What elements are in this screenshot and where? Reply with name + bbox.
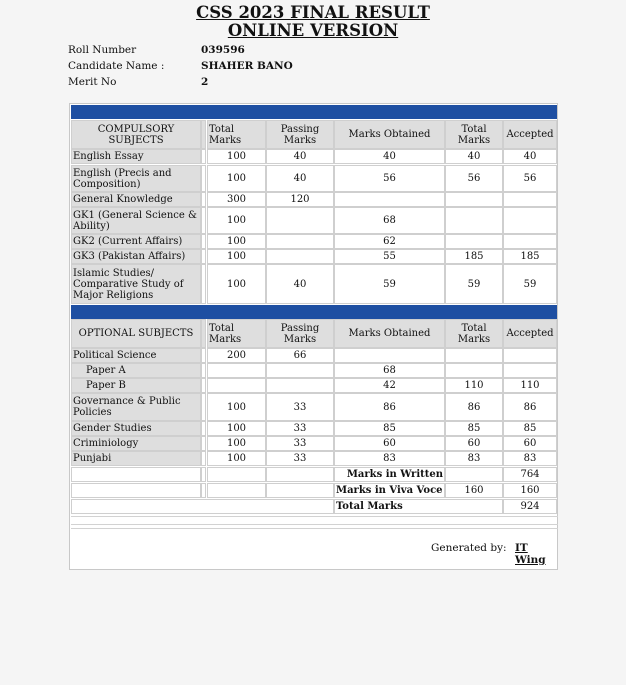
optional-row-5-gap (201, 436, 206, 451)
optional-row-6-gap (201, 451, 206, 466)
marks-in-viva-value: 160 (503, 483, 557, 498)
optional-row-6-total: 100 (207, 451, 266, 466)
compulsory-row-0-passing: 40 (266, 149, 334, 164)
compulsory-row-2-total: 300 (207, 192, 266, 207)
compulsory-row-2-accepted (503, 192, 557, 207)
compulsory-row-0-subject: English Essay (71, 149, 201, 164)
candidate-name-value: SHAHER BANO (201, 60, 293, 72)
compulsory-row-3-accepted (503, 207, 557, 234)
title-line-2: ONLINE VERSION (227, 21, 399, 40)
summary-blank-subject-2 (71, 483, 201, 498)
compulsory-row-4-accepted (503, 234, 557, 249)
compulsory-row-4-obtained: 62 (334, 234, 445, 249)
compulsory-row-6-subject: Islamic Studies/ Comparative Study of Major Religions (71, 264, 201, 304)
divider (71, 524, 558, 525)
optional-row-4-obtained: 85 (334, 421, 445, 436)
optional-row-1-obtained: 68 (334, 363, 445, 378)
optional-row-0-gap (201, 348, 206, 363)
compulsory-row-0-totalm: 40 (445, 149, 503, 164)
marks-in-viva-total: 160 (445, 483, 503, 498)
compulsory-row-5-total: 100 (207, 249, 266, 264)
summary-blank-gap (201, 467, 206, 482)
summary-blank-passing (266, 467, 334, 482)
compulsory-row-4-gap (201, 234, 206, 249)
compulsory-header-subject: COMPULSORY SUBJECTS (71, 120, 201, 149)
optional-row-3-subject: Governance & Public Policies (71, 393, 201, 421)
optional-row-2-obtained: 42 (334, 378, 445, 393)
marks-in-viva-label: Marks in Viva Voce (334, 483, 445, 498)
optional-row-0-total: 200 (207, 348, 266, 363)
compulsory-section-bar (71, 105, 557, 119)
compulsory-header-accepted: Accepted (503, 120, 557, 149)
marks-in-written-value: 764 (503, 467, 557, 482)
optional-row-6-obtained: 83 (334, 451, 445, 466)
compulsory-row-5-gap (201, 249, 206, 264)
compulsory-row-2-passing: 120 (266, 192, 334, 207)
optional-row-0-accepted (503, 348, 557, 363)
optional-row-6-totalm: 83 (445, 451, 503, 466)
compulsory-header-obtained: Marks Obtained (334, 120, 445, 149)
optional-row-1-total (207, 363, 266, 378)
compulsory-row-3-gap (201, 207, 206, 234)
compulsory-row-0-obtained: 40 (334, 149, 445, 164)
generated-by-label: Generated by: (431, 542, 507, 554)
compulsory-row-0-gap (201, 149, 206, 164)
candidate-info (68, 42, 293, 90)
optional-row-2-totalm: 110 (445, 378, 503, 393)
compulsory-row-3-passing (266, 207, 334, 234)
optional-section-bar (71, 305, 557, 319)
compulsory-row-5-obtained: 55 (334, 249, 445, 264)
optional-row-5-passing: 33 (266, 436, 334, 451)
summary-blank-gap-2 (201, 483, 206, 498)
compulsory-row-4-subject: GK2 (Current Affairs) (71, 234, 201, 249)
roll-number-label: Roll Number (68, 44, 137, 56)
compulsory-row-6-passing: 40 (266, 264, 334, 304)
compulsory-row-2-obtained (334, 192, 445, 207)
compulsory-row-1-passing: 40 (266, 165, 334, 192)
title-line-1: CSS 2023 FINAL RESULT (196, 3, 430, 22)
compulsory-row-4-passing (266, 234, 334, 249)
optional-header-accepted: Accepted (503, 319, 557, 348)
compulsory-header-gap (201, 120, 206, 149)
optional-row-3-totalm: 86 (445, 393, 503, 421)
optional-row-2-subject: Paper B (71, 378, 201, 393)
optional-row-5-total: 100 (207, 436, 266, 451)
optional-row-0-subject: Political Science (71, 348, 201, 363)
optional-row-3-gap (201, 393, 206, 421)
compulsory-row-4-totalm (445, 234, 503, 249)
compulsory-row-6-obtained: 59 (334, 264, 445, 304)
optional-row-2-accepted: 110 (503, 378, 557, 393)
compulsory-row-5-totalm: 185 (445, 249, 503, 264)
compulsory-row-5-passing (266, 249, 334, 264)
roll-number-value: 039596 (201, 44, 245, 56)
optional-row-6-subject: Punjabi (71, 451, 201, 466)
compulsory-row-3-obtained: 68 (334, 207, 445, 234)
compulsory-row-1-totalm: 56 (445, 165, 503, 192)
compulsory-row-3-totalm (445, 207, 503, 234)
optional-header-subject: OPTIONAL SUBJECTS (71, 319, 201, 348)
optional-header-gap (201, 319, 206, 348)
result-table (69, 103, 558, 570)
compulsory-row-0-accepted: 40 (503, 149, 557, 164)
summary-blank-passing-2 (266, 483, 334, 498)
optional-row-5-accepted: 60 (503, 436, 557, 451)
optional-row-4-passing: 33 (266, 421, 334, 436)
compulsory-header-passing: Passing Marks (266, 120, 334, 149)
candidate-name-row (68, 58, 293, 74)
compulsory-row-6-accepted: 59 (503, 264, 557, 304)
summary-blank-total (207, 467, 266, 482)
optional-row-6-accepted: 83 (503, 451, 557, 466)
optional-row-0-totalm (445, 348, 503, 363)
compulsory-row-2-subject: General Knowledge (71, 192, 201, 207)
optional-row-5-obtained: 60 (334, 436, 445, 451)
compulsory-row-5-subject: GK3 (Pakistan Affairs) (71, 249, 201, 264)
compulsory-row-1-subject: English (Precis and Composition) (71, 165, 201, 192)
optional-row-3-obtained: 86 (334, 393, 445, 421)
summary-blank-subject (71, 467, 201, 482)
summary-blank-total-2 (207, 483, 266, 498)
compulsory-row-6-gap (201, 264, 206, 304)
compulsory-row-4-total: 100 (207, 234, 266, 249)
optional-row-5-totalm: 60 (445, 436, 503, 451)
optional-row-0-obtained (334, 348, 445, 363)
optional-row-1-totalm (445, 363, 503, 378)
it-wing-link[interactable]: IT Wing (515, 542, 546, 566)
optional-row-4-subject: Gender Studies (71, 421, 201, 436)
optional-header-total: Total Marks (207, 319, 266, 348)
merit-number-row (68, 74, 293, 90)
optional-row-4-totalm: 85 (445, 421, 503, 436)
compulsory-row-2-totalm (445, 192, 503, 207)
optional-row-1-subject: Paper A (71, 363, 201, 378)
marks-in-written-total (445, 467, 503, 482)
compulsory-row-1-obtained: 56 (334, 165, 445, 192)
summary-blank-wide (71, 499, 334, 514)
optional-row-4-gap (201, 421, 206, 436)
optional-row-1-passing (266, 363, 334, 378)
compulsory-row-6-total: 100 (207, 264, 266, 304)
optional-row-3-total: 100 (207, 393, 266, 421)
compulsory-header-totalm: Total Marks (445, 120, 503, 149)
compulsory-row-0-total: 100 (207, 149, 266, 164)
optional-row-6-passing: 33 (266, 451, 334, 466)
page-title (0, 4, 626, 40)
compulsory-row-3-total: 100 (207, 207, 266, 234)
optional-row-4-total: 100 (207, 421, 266, 436)
optional-row-3-passing: 33 (266, 393, 334, 421)
optional-row-1-gap (201, 363, 206, 378)
optional-row-2-total (207, 378, 266, 393)
compulsory-row-2-gap (201, 192, 206, 207)
compulsory-row-5-accepted: 185 (503, 249, 557, 264)
optional-header-totalm: Total Marks (445, 319, 503, 348)
optional-row-1-accepted (503, 363, 557, 378)
compulsory-row-1-accepted: 56 (503, 165, 557, 192)
merit-number-label: Merit No (68, 76, 117, 88)
optional-row-5-subject: Criminiology (71, 436, 201, 451)
compulsory-row-1-total: 100 (207, 165, 266, 192)
optional-row-3-accepted: 86 (503, 393, 557, 421)
candidate-name-label: Candidate Name : (68, 60, 165, 72)
optional-row-0-passing: 66 (266, 348, 334, 363)
total-marks-value: 924 (503, 499, 557, 514)
total-marks-label: Total Marks (334, 499, 503, 514)
optional-header-passing: Passing Marks (266, 319, 334, 348)
optional-row-2-gap (201, 378, 206, 393)
divider (71, 528, 558, 529)
optional-row-2-passing (266, 378, 334, 393)
compulsory-header-total: Total Marks (207, 120, 266, 149)
optional-row-4-accepted: 85 (503, 421, 557, 436)
roll-number-row (68, 42, 293, 58)
marks-in-written-label: Marks in Written (334, 467, 445, 482)
compulsory-row-1-gap (201, 165, 206, 192)
compulsory-row-6-totalm: 59 (445, 264, 503, 304)
merit-number-value: 2 (201, 76, 209, 88)
divider (71, 516, 558, 517)
compulsory-row-3-subject: GK1 (General Science & Ability) (71, 207, 201, 234)
optional-header-obtained: Marks Obtained (334, 319, 445, 348)
